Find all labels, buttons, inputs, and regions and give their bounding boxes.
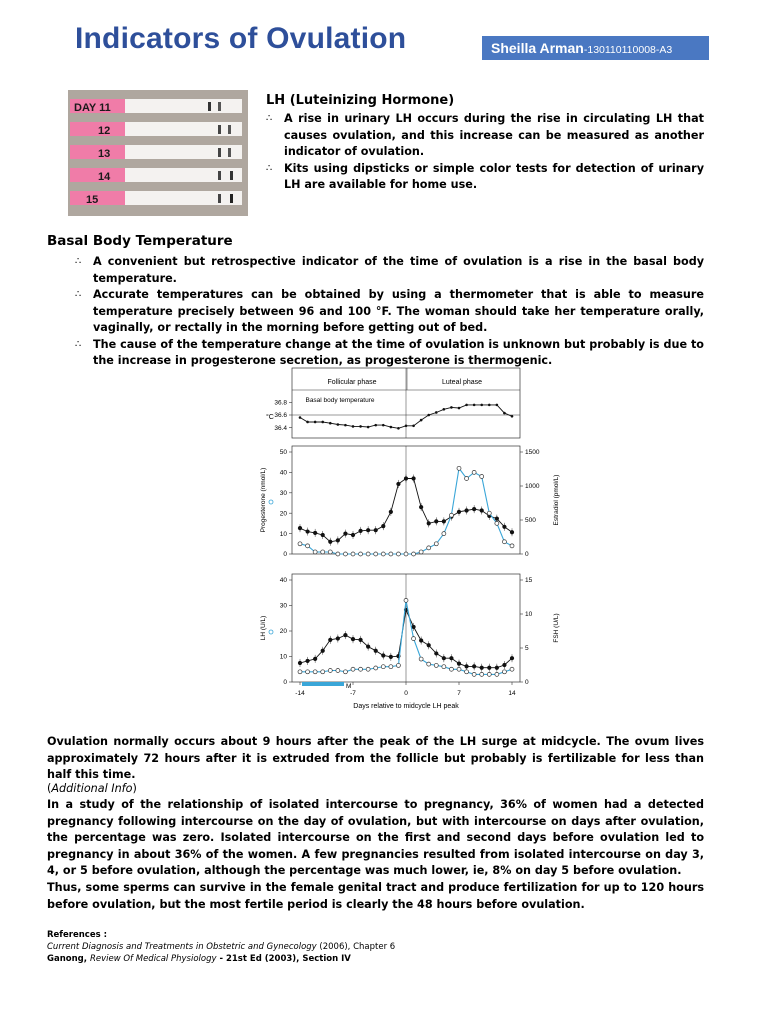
y2-tick-label: 1500 [525,449,540,457]
menses-bar [302,682,344,686]
data-point [442,532,446,536]
reference-title: Current Diagnosis and Treatments in Obstetric and Gynecology [47,942,317,952]
data-point [321,421,324,424]
data-point [510,656,514,660]
data-point [472,664,476,668]
data-point [367,426,370,429]
data-point [473,404,476,407]
paren-open: ( [47,782,52,795]
data-point [337,423,340,426]
data-point [427,521,431,525]
data-point [314,421,317,424]
data-point [510,530,514,534]
data-point [420,419,423,422]
data-point [412,424,415,427]
data-point [404,552,408,556]
data-point [434,542,438,546]
references [47,929,395,965]
bbt-bullet-list [75,254,704,370]
data-point [366,667,370,671]
data-point [358,638,362,642]
test-strip [70,168,242,183]
data-point [464,508,468,512]
data-point [397,427,400,430]
y2-tick-label: 15 [525,577,533,585]
data-point [404,598,408,602]
author-id: -130110110008-A3 [583,44,673,56]
data-point [458,407,461,410]
data-point [434,663,438,667]
data-point [435,411,438,414]
data-point [343,552,347,556]
temperature-annotation: Basal body temperature [305,397,375,404]
data-point [305,659,309,663]
reference-title: Review Of Medical Physiology [89,954,217,964]
data-point [457,466,461,470]
data-point [449,656,453,660]
data-point [390,426,393,429]
strip-label: 13 [98,148,111,160]
data-point [457,667,461,671]
data-point [328,550,332,554]
data-point [464,664,468,668]
reference-author: Ganong, [47,954,90,964]
data-point [495,672,499,676]
strip-label: 15 [86,194,99,206]
data-point [344,424,347,427]
bullet-text: The cause of the temperature change at the time of ovulation is unknown but probably is due to the increase in progesterone secretion, as progesterone is thermogenic. [93,337,704,367]
y-tick-label: 36.6 [274,412,287,420]
y-tick-label: 10 [279,653,287,661]
lh-legend-marker [269,630,273,634]
data-point [321,649,325,653]
data-point [313,657,317,661]
data-point [343,532,347,536]
data-point [321,533,325,537]
data-point [374,528,378,532]
data-point [351,552,355,556]
paren-close: ) [132,782,137,795]
additional-info-label [47,782,137,795]
list-item [75,254,704,287]
data-point [411,476,415,480]
y2-tick-label: 1000 [525,483,540,491]
x-tick-label: 0 [404,690,408,697]
data-point [336,636,340,640]
data-point [321,670,325,674]
data-point [419,550,423,554]
data-point [381,653,385,657]
data-point [449,667,453,671]
data-point [443,408,446,411]
data-point [382,424,385,427]
estradiol-axis-label: Estradiol (pmol/L) [553,474,560,526]
data-point [374,666,378,670]
list-item [75,287,704,337]
x-axis-label: Days relative to midcycle LH peak [353,703,459,710]
data-point [381,665,385,669]
data-point [351,667,355,671]
y-tick-label: 40 [279,469,287,477]
data-point [502,540,506,544]
data-point [389,665,393,669]
test-strip [70,99,242,114]
y2-tick-label: 10 [525,611,533,619]
data-point [396,663,400,667]
data-point [336,538,340,542]
data-point [343,633,347,637]
data-point [419,657,423,661]
data-point [487,672,491,676]
data-point [442,656,446,660]
data-point [502,670,506,674]
progesterone-legend-marker [269,500,273,504]
data-point [298,670,302,674]
bullet-marker: ∴ [266,113,273,124]
ovulation-paragraph: Ovulation normally occurs about 9 hours after the peak of the LH surge at midcycle. The ovum lives approximately 72 hours after it is extruded from the follicle but probably is fertilizable for less than half this time. [47,735,704,781]
data-point [306,670,310,674]
reference-details: (2006), Chapter 6 [316,942,396,952]
data-point [472,507,476,511]
data-point [495,666,499,670]
data-point [389,510,393,514]
author-badge [482,36,709,60]
y-tick-label: 36.4 [274,424,287,432]
data-point [381,524,385,528]
data-point [442,665,446,669]
x-tick-label: 7 [457,690,461,697]
data-point [351,637,355,641]
lh-section-title: LH (Luteinizing Hormone) [266,93,455,108]
menses-label: M [346,683,352,690]
data-point [488,404,491,407]
data-point [465,670,469,674]
y-tick-label: 36.8 [274,399,287,407]
data-point [352,425,355,428]
data-point [510,667,514,671]
references-heading: References : [47,930,108,940]
strip-label: 12 [98,125,111,137]
data-point [480,666,484,670]
list-item [266,111,704,161]
data-point [434,519,438,523]
data-point [306,544,310,548]
strip-label: DAY 11 [74,102,111,114]
data-point [336,669,340,673]
temperature-axis-label: °C [266,414,274,421]
data-point [351,533,355,537]
data-point [427,546,431,550]
reference-details: - 21st Ed (2003), Section IV [216,954,351,964]
data-point [412,552,416,556]
data-point [396,552,400,556]
data-point [396,482,400,486]
bullet-marker: ∴ [75,289,82,300]
bullet-marker: ∴ [75,256,82,267]
y-tick-label: 50 [279,449,287,457]
data-point [306,421,309,424]
y-tick-label: 20 [279,510,287,518]
data-point [389,655,393,659]
data-point [389,552,393,556]
phase-label-follicular: Follicular phase [327,379,377,386]
data-point [510,544,514,548]
data-point [313,550,317,554]
y2-tick-label: 500 [525,517,536,525]
data-point [299,416,302,419]
data-point [427,643,431,647]
data-point [358,529,362,533]
data-point [328,540,332,544]
data-point [480,474,484,478]
data-point [366,645,370,649]
data-point [465,404,468,407]
data-point [449,513,453,517]
author-name: Sheilla Arman [491,40,584,56]
conclusion-paragraph: Thus, some sperms can survive in the female genital tract and produce fertilization for up to 120 hours before ovulation, but the most fertile period is clearly the 48 hours before ovulation. [47,881,704,911]
data-point [434,651,438,655]
bullet-text: A convenient but retrospective indicator of the time of ovulation is a rise in the basal body temperature. [93,255,704,285]
data-point [366,528,370,532]
x-tick-label: -7 [350,690,356,697]
data-point [374,424,377,427]
data-point [328,638,332,642]
ovulation-hormone-chart [252,362,560,717]
data-point [480,404,483,407]
data-point [457,662,461,666]
bullet-text: Accurate temperatures can be obtained by using a thermometer that is able to measure temperature precisely between 96 and 100 °F. The woman should take her temperature orally, vaginally, or rectally in the morning before getting out of bed. [93,288,704,334]
data-point [313,670,317,674]
data-point [381,552,385,556]
data-point [404,476,408,480]
data-point [298,661,302,665]
data-point [374,649,378,653]
data-point [405,424,408,427]
y2-tick-label: 0 [525,679,529,687]
reference-item [47,953,395,965]
lh-bullet-list [266,111,704,194]
data-point [472,672,476,676]
data-point [427,662,431,666]
data-point [359,552,363,556]
data-point [442,519,446,523]
list-item [266,161,704,194]
data-point [336,552,340,556]
y-tick-label: 10 [279,530,287,538]
data-point [359,667,363,671]
data-point [419,638,423,642]
y-tick-label: 0 [283,679,287,687]
test-strip [70,191,242,206]
fsh-axis-label: FSH (U/L) [553,613,560,643]
data-point [298,542,302,546]
data-point [496,404,499,407]
y-tick-label: 30 [279,490,287,497]
test-strip [70,145,242,160]
data-point [298,526,302,530]
data-point [495,517,499,521]
data-point [511,415,514,418]
reference-item [47,941,395,953]
data-point [495,521,499,525]
data-point [487,666,491,670]
data-point [343,670,347,674]
lh-test-strips-photo [68,90,248,216]
bullet-marker: ∴ [266,162,273,174]
additional-info-text: Additional Info [51,782,133,795]
bullet-text: Kits using dipsticks or simple color tests for detection of urinary LH are available for home use. [284,161,704,191]
y2-tick-label: 0 [525,551,529,559]
data-point [480,672,484,676]
data-point [480,508,484,512]
data-point [465,477,469,481]
y-tick-label: 40 [279,577,287,585]
data-point [503,412,506,415]
data-point [457,510,461,514]
y2-tick-label: 5 [525,645,529,653]
data-point [502,525,506,529]
bullet-text: A rise in urinary LH occurs during the rise in circulating LH that causes ovulation, and this increase can be measured as another indicator of ovulation. [284,112,704,158]
data-point [321,550,325,554]
data-point [419,505,423,509]
data-point [427,414,430,417]
y-tick-label: 0 [283,551,287,559]
data-point [502,663,506,667]
page-title: Indicators of Ovulation [75,22,407,55]
data-point [487,511,491,515]
data-point [374,552,378,556]
bbt-section-title: Basal Body Temperature [47,233,233,249]
data-point [450,406,453,409]
progesterone-axis-label: Progesterone (nmol/L) [260,467,267,533]
x-tick-label: -14 [295,690,305,697]
y-tick-label: 20 [279,628,287,636]
y-tick-label: 30 [279,602,287,610]
data-point [366,552,370,556]
data-point [313,531,317,535]
data-point [305,529,309,533]
bullet-marker: ∴ [75,338,82,350]
data-point [328,669,332,673]
data-point [359,425,362,428]
strip-label: 14 [98,171,111,183]
study-paragraph: In a study of the relationship of isolated intercourse to pregnancy, 36% of women had a detected pregnancy following intercourse on the day of ovulation, but with intercourse on days after ovulation, the percentage was zero. Isolated intercourse on the first and second days before ovulation led to pregnancy in about 36% of the women. A few pregnancies resulted from isolated intercourse on day 3, 4, or 5 before ovulation, although the percentage was much lower, ie, 8% on day 5 before ovulation. [47,798,704,877]
data-point [412,637,416,641]
data-point [472,470,476,474]
x-tick-label: 14 [508,690,516,697]
lh-axis-label: LH (U/L) [260,615,267,641]
test-strip [70,122,242,137]
phase-label-luteal: Luteal phase [441,379,483,386]
data-point [329,422,332,425]
